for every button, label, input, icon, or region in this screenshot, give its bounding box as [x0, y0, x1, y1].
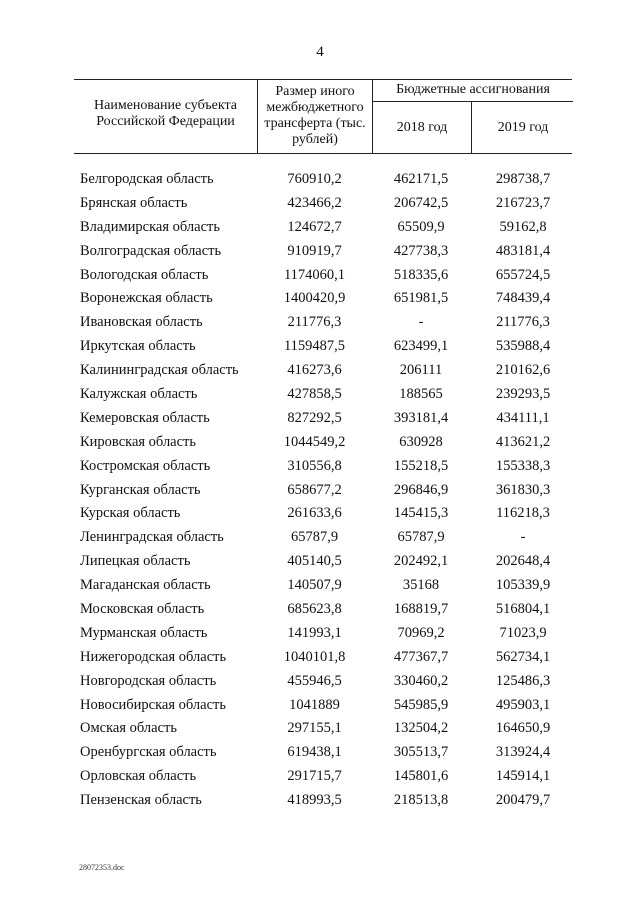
transfer-amount: 455946,5 — [287, 672, 342, 689]
region-name: Воронежская область — [80, 290, 213, 307]
transfer-amount: 1174060,1 — [283, 266, 346, 283]
transfer-amount: 619438,1 — [287, 744, 342, 761]
document-filename: 28072353.doc — [79, 863, 125, 872]
transfer-amount: 423466,2 — [287, 194, 342, 211]
page-number: 4 — [316, 44, 324, 60]
allocation-2019: 59162,8 — [499, 218, 547, 235]
allocation-2018: 330460,2 — [393, 672, 449, 689]
region-name: Ивановская область — [80, 314, 203, 331]
table-row — [0, 311, 640, 335]
allocation-2019: 71023,9 — [499, 624, 547, 641]
region-name: Ленинградская область — [80, 529, 224, 546]
allocation-2018: 65509,9 — [397, 218, 445, 235]
transfer-amount: 1040101,8 — [283, 648, 346, 665]
transfer-amount: 141993,1 — [287, 624, 342, 641]
allocation-2019: - — [520, 529, 526, 546]
allocation-2019: 748439,4 — [495, 290, 551, 307]
allocation-2019: 313924,4 — [495, 744, 551, 761]
allocation-2018: 296846,9 — [393, 481, 449, 498]
region-name: Магаданская область — [80, 577, 211, 594]
allocation-2019: 239293,5 — [495, 386, 551, 403]
allocation-2019: 211776,3 — [496, 314, 550, 331]
region-name: Иркутская область — [80, 338, 196, 355]
allocation-2019: 164650,9 — [495, 720, 551, 737]
allocation-2018: 545985,9 — [393, 696, 449, 713]
transfer-amount: 297155,1 — [287, 720, 342, 737]
header-budget-title: Бюджетные ассигнования — [373, 80, 573, 102]
region-name: Белгородская область — [80, 171, 214, 187]
allocation-2018: 70969,2 — [397, 624, 445, 641]
region-name: Омская область — [80, 720, 177, 737]
transfer-amount: 658677,2 — [287, 481, 342, 498]
table-row — [0, 407, 640, 431]
transfer-amount: 685623,8 — [287, 601, 342, 618]
region-name: Липецкая область — [80, 553, 191, 570]
region-name: Вологодская область — [80, 266, 209, 283]
table-row — [0, 598, 640, 622]
transfer-amount: 760910,2 — [287, 171, 342, 187]
region-name: Орловская область — [80, 768, 197, 785]
region-name: Костромская область — [80, 457, 211, 474]
region-name: Московская область — [80, 601, 205, 618]
table-row — [0, 670, 640, 694]
allocation-2018: 202492,1 — [393, 553, 449, 570]
header-year-2019: 2019 год — [471, 102, 574, 153]
allocation-2019: 483181,4 — [495, 242, 551, 259]
allocation-2019: 145914,1 — [495, 768, 551, 785]
table-row — [0, 789, 640, 813]
table-body — [0, 168, 640, 813]
region-name: Мурманская область — [80, 624, 208, 641]
table-row — [0, 455, 640, 479]
region-name: Оренбургская область — [80, 744, 217, 761]
allocation-2018: 155218,5 — [393, 457, 449, 474]
table-row — [0, 741, 640, 765]
allocation-2019: 535988,4 — [495, 338, 551, 355]
region-name: Калининградская область — [80, 362, 239, 379]
allocation-2018: 218513,8 — [393, 792, 449, 809]
transfer-amount: 291715,7 — [287, 768, 342, 785]
allocation-2018: 132504,2 — [393, 720, 449, 737]
table-header — [74, 79, 572, 154]
allocation-2019: 210162,6 — [495, 362, 551, 379]
table-row — [0, 646, 640, 670]
table-row — [0, 335, 640, 359]
allocation-2018: 427738,3 — [393, 242, 449, 259]
transfer-amount: 211776,3 — [287, 314, 342, 331]
table-row — [0, 694, 640, 718]
transfer-amount: 427858,5 — [287, 386, 342, 403]
table-row — [0, 550, 640, 574]
allocation-2019: 413621,2 — [495, 433, 551, 450]
transfer-amount: 1400420,9 — [283, 290, 346, 307]
allocation-2019: 216723,7 — [495, 194, 551, 211]
transfer-amount: 261633,6 — [287, 505, 342, 522]
table-row — [0, 717, 640, 741]
allocation-2018: 518335,6 — [393, 266, 449, 283]
allocation-2019: 116218,3 — [496, 505, 550, 522]
table-row — [0, 526, 640, 550]
table-row — [0, 216, 640, 240]
allocation-2018: 651981,5 — [393, 290, 449, 307]
transfer-amount: 910919,7 — [287, 242, 342, 259]
transfer-amount: 1041889 — [289, 696, 340, 713]
allocation-2019: 125486,3 — [495, 672, 551, 689]
transfer-amount: 416273,6 — [287, 362, 342, 379]
transfer-amount: 1044549,2 — [283, 433, 346, 450]
region-name: Брянская область — [80, 194, 188, 211]
allocation-2018: - — [418, 314, 424, 331]
allocation-2018: 206111 — [399, 362, 443, 379]
region-name: Калужская область — [80, 386, 198, 403]
allocation-2019: 516804,1 — [495, 601, 551, 618]
allocation-2019: 105339,9 — [495, 577, 551, 594]
table-row — [0, 765, 640, 789]
table-row — [0, 359, 640, 383]
region-name: Волгоградская область — [80, 242, 222, 259]
allocation-2019: 155338,3 — [495, 457, 551, 474]
allocation-2018: 206742,5 — [393, 194, 449, 211]
allocation-2018: 65787,9 — [397, 529, 445, 546]
table-row — [0, 383, 640, 407]
region-name: Кировская область — [80, 433, 197, 450]
allocation-2018: 393181,4 — [393, 409, 449, 426]
region-name: Новосибирская область — [80, 696, 226, 713]
table-row — [0, 192, 640, 216]
transfer-amount: 124672,7 — [287, 218, 342, 235]
header-subject-name: Наименование субъекта Российской Федерации — [94, 97, 237, 129]
region-name: Пензенская область — [80, 792, 202, 809]
region-name: Новгородская область — [80, 672, 217, 689]
allocation-2018: 35168 — [402, 577, 440, 594]
region-name: Нижегородская область — [80, 648, 227, 665]
header-transfer-amount: Размер иного межбюджетного трансферта (тыс. рублей) — [257, 80, 372, 153]
allocation-2018: 145801,6 — [393, 768, 449, 785]
allocation-2019: 495903,1 — [495, 696, 551, 713]
allocation-2019: 655724,5 — [495, 266, 551, 283]
region-name: Владимирская область — [80, 218, 220, 235]
header-year-2018: 2018 год — [396, 120, 448, 135]
header-budget-allocations — [372, 80, 573, 153]
transfer-amount: 418993,5 — [287, 792, 342, 809]
allocation-2019: 298738,7 — [495, 171, 551, 187]
table-row — [0, 287, 640, 311]
table-row — [0, 574, 640, 598]
allocation-2019: 434111,1 — [496, 409, 550, 426]
region-name: Кемеровская область — [80, 409, 210, 426]
table-row — [0, 502, 640, 526]
allocation-2018: 630928 — [399, 433, 443, 450]
transfer-amount: 1159487,5 — [283, 338, 346, 355]
allocation-2018: 462171,5 — [393, 171, 449, 187]
allocation-2019: 202648,4 — [495, 553, 551, 570]
allocation-2018: 168819,7 — [393, 601, 449, 618]
table-row — [0, 168, 640, 192]
transfer-amount: 140507,9 — [287, 577, 342, 594]
table-row — [0, 264, 640, 288]
allocation-2019: 200479,7 — [495, 792, 551, 809]
allocation-2018: 305513,7 — [393, 744, 449, 761]
table-row — [0, 240, 640, 264]
region-name: Курганская область — [80, 481, 201, 498]
allocation-2019: 361830,3 — [495, 481, 551, 498]
table-row — [0, 431, 640, 455]
table-row — [0, 622, 640, 646]
transfer-amount: 65787,9 — [290, 529, 339, 546]
allocation-2018: 623499,1 — [393, 338, 449, 355]
allocation-2019: 562734,1 — [495, 648, 551, 665]
transfer-amount: 405140,5 — [287, 553, 342, 570]
transfer-amount: 827292,5 — [287, 409, 342, 426]
allocation-2018: 188565 — [399, 386, 443, 403]
allocation-2018: 477367,7 — [393, 648, 449, 665]
transfer-amount: 310556,8 — [287, 457, 342, 474]
allocation-2018: 145415,3 — [393, 505, 449, 522]
region-name: Курская область — [80, 505, 181, 522]
table-row — [0, 479, 640, 503]
